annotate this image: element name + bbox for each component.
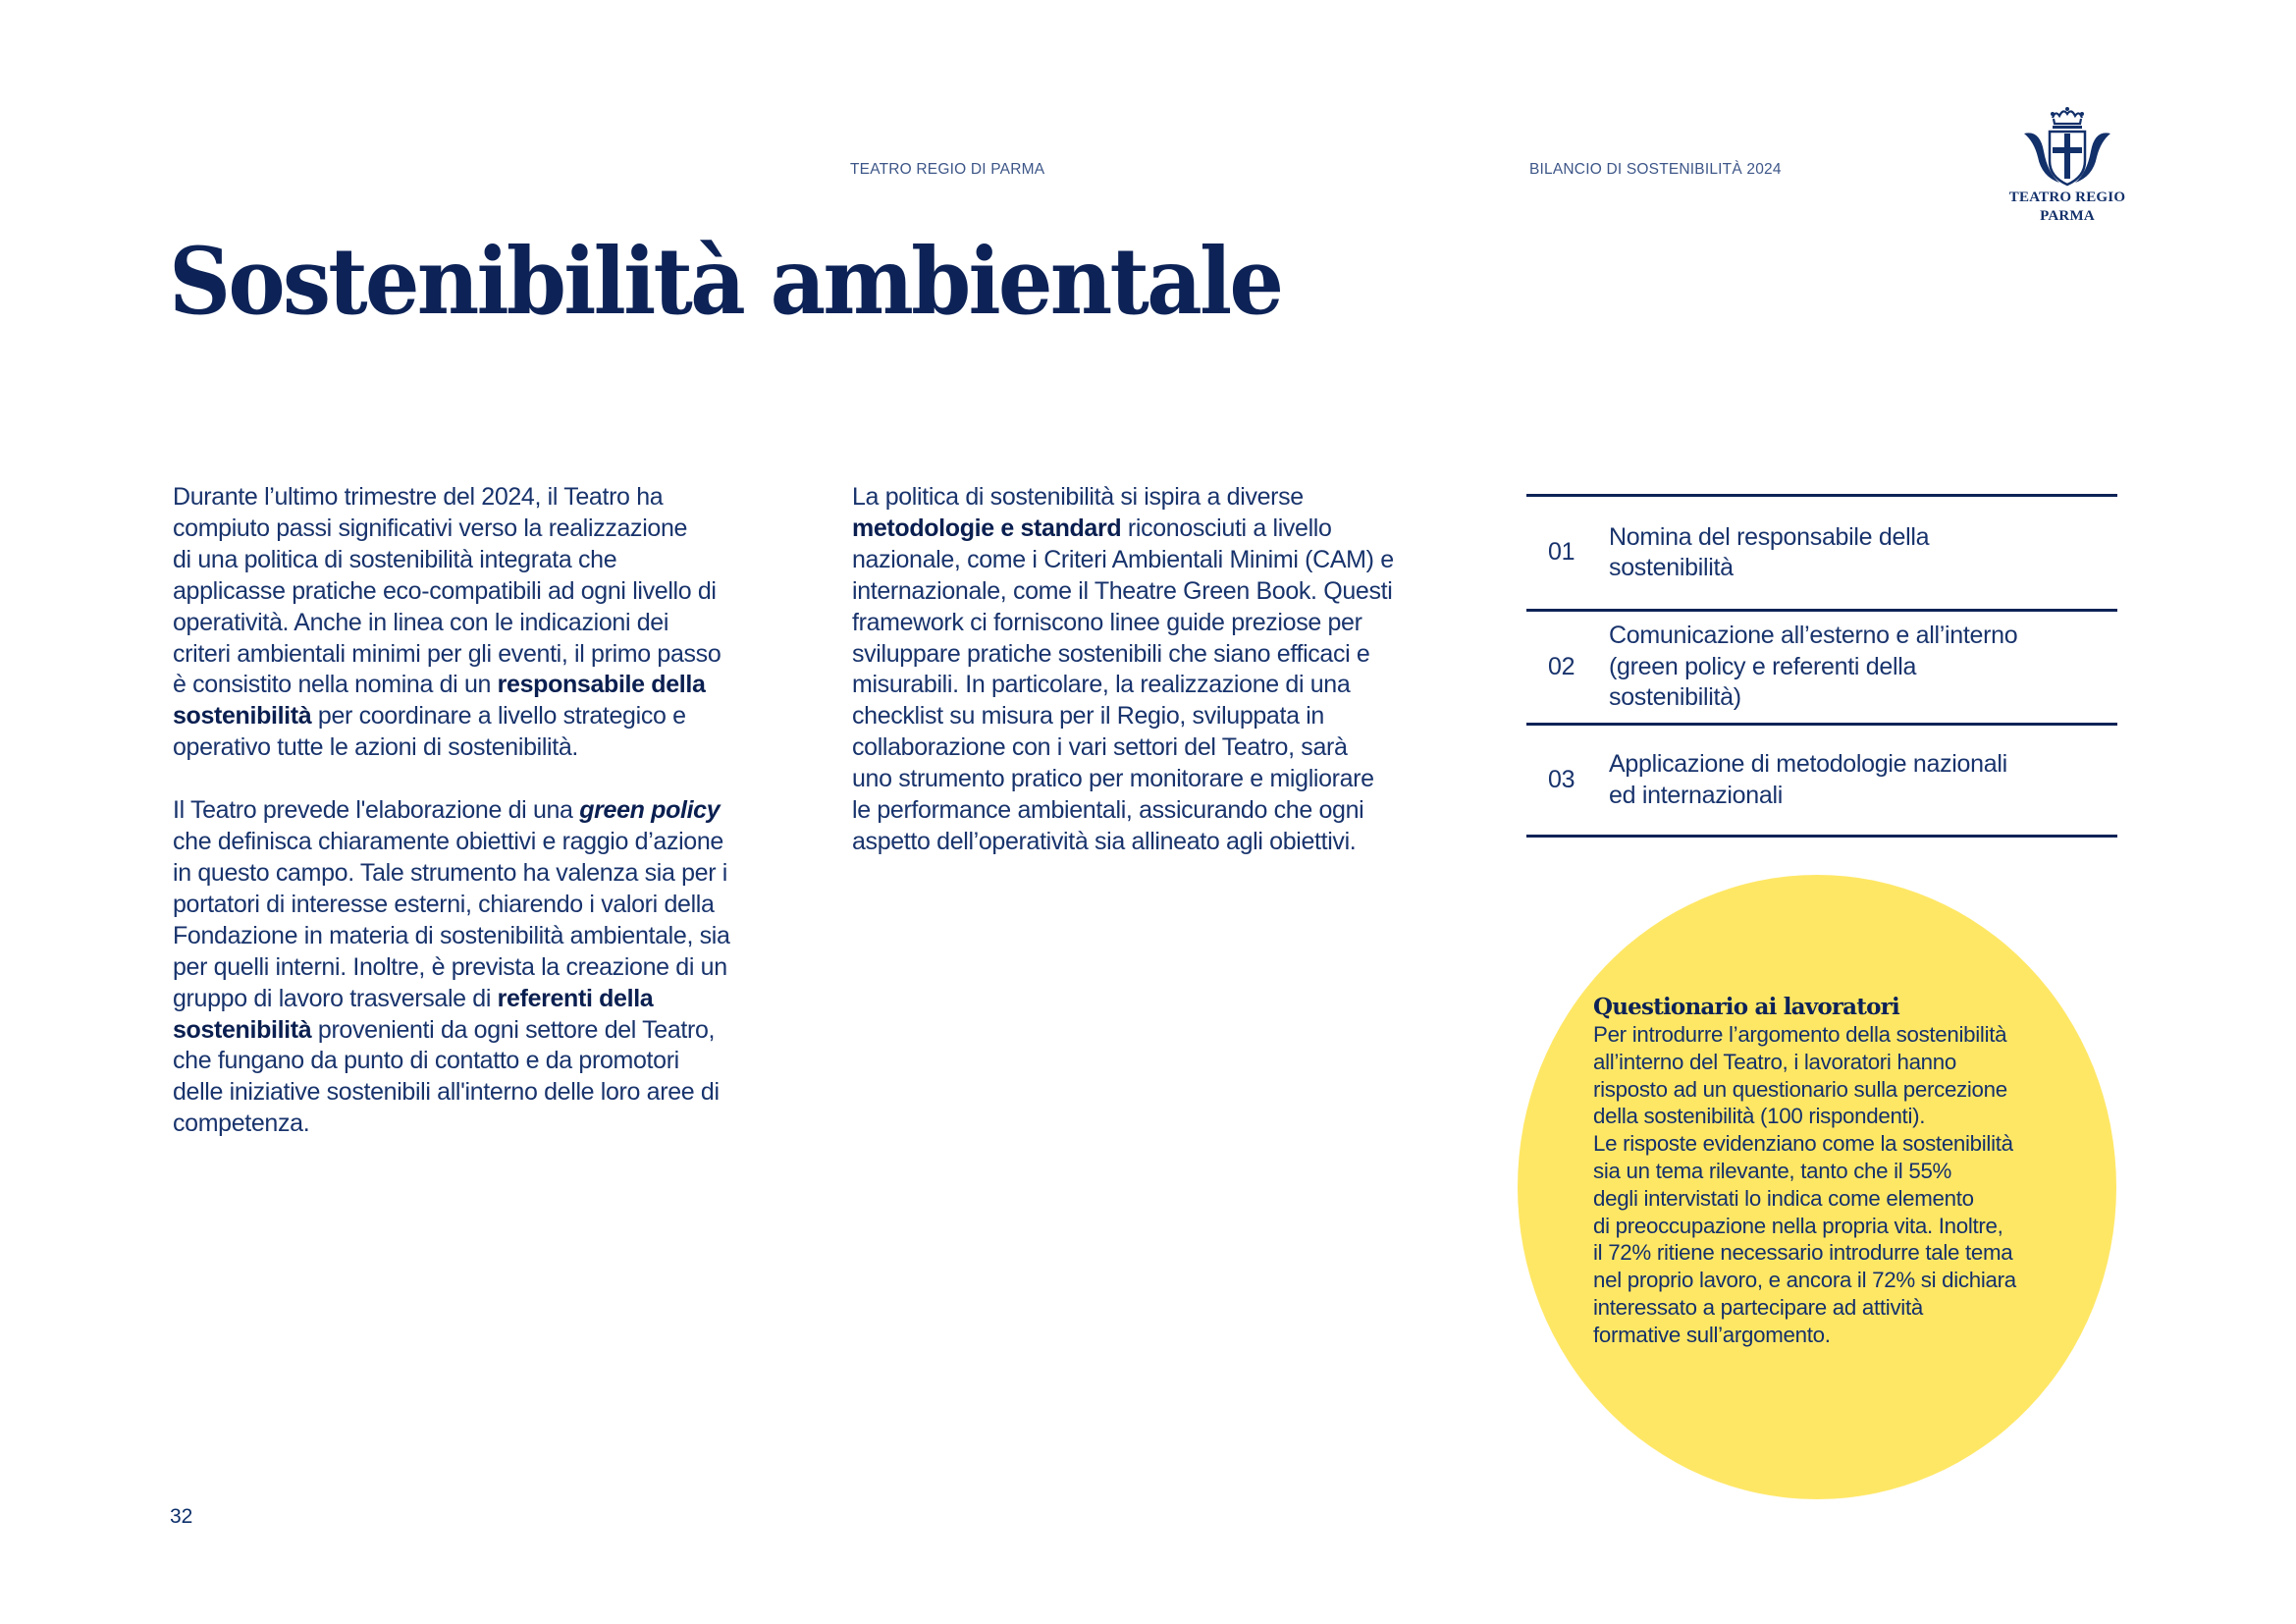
- text-line: collaborazione con i vari settori del Teatro, sarà: [852, 733, 1348, 762]
- step-text-line: Nomina del responsabile della: [1609, 522, 1930, 551]
- text-line: criteri ambientali minimi per gli eventi, il primo passo: [173, 639, 721, 668]
- text-line: aspetto dell’operatività sia allineato agli obiettivi.: [852, 827, 1357, 855]
- crowned-shield-cross-logo-icon: [2020, 104, 2114, 189]
- callout-line: Per introdurre l’argomento della sostenibilità: [1593, 1022, 2007, 1047]
- emphasis-text: sostenibilità: [173, 1015, 312, 1044]
- step-text-line: ed internazionali: [1609, 781, 1783, 809]
- text-line: nazionale, come i Criteri Ambientali Minimi (CAM) e: [852, 545, 1394, 573]
- emphasis-text: metodologie e standard: [852, 514, 1122, 542]
- step-text-line: (green policy e referenti della: [1609, 652, 1917, 680]
- page-number: 32: [170, 1505, 193, 1528]
- callout-line: risposto ad un questionario sulla percezione: [1593, 1076, 2007, 1102]
- page-title: Sostenibilità ambientale: [169, 228, 1282, 336]
- divider: [1526, 835, 2117, 838]
- text-line: Fondazione in materia di sostenibilità ambientale, sia: [173, 921, 730, 949]
- text-line: in questo campo. Tale strumento ha valenza sia per i: [173, 858, 728, 887]
- callout-body: [1593, 1021, 2074, 1349]
- logo-text-line2: PARMA: [2040, 208, 2095, 224]
- step-item: [1526, 612, 2117, 723]
- callout-title: Questionario ai lavoratori: [1593, 994, 1899, 1020]
- text-line: le performance ambientali, assicurando che ogni: [852, 796, 1364, 825]
- text-line: sviluppare pratiche sostenibili che siano efficaci e: [852, 639, 1370, 668]
- callout-line: degli intervistati lo indica come elemento: [1593, 1185, 1974, 1211]
- step-item: [1526, 497, 2117, 609]
- text-line: portatori di interesse esterni, chiarendo i valori della: [173, 890, 715, 918]
- text-line: che fungano da punto di contatto e da promotori: [173, 1047, 679, 1075]
- body-column-middle: [852, 482, 1480, 858]
- text-line: misurabili. In particolare, la realizzazione di una: [852, 671, 1351, 699]
- emphasis-text: referenti della: [497, 984, 654, 1012]
- callout-survey: [1593, 994, 2074, 1349]
- text-line: operatività. Anche in linea con le indicazioni dei: [173, 608, 669, 636]
- text-line: delle iniziative sostenibili all'interno delle loro aree di: [173, 1078, 720, 1107]
- paragraph-policy-intro: [173, 482, 801, 764]
- text-line: La politica di sostenibilità si ispira a diverse: [852, 483, 1304, 511]
- text-line: checklist su misura per il Regio, sviluppata in: [852, 702, 1324, 731]
- text-line: per quelli interni. Inoltre, è prevista la creazione di un: [173, 952, 727, 981]
- text-line: framework ci forniscono linee guide preziose per: [852, 608, 1362, 636]
- step-item: [1526, 726, 2117, 835]
- callout-line: Le risposte evidenziano come la sostenibilità: [1593, 1131, 2013, 1157]
- step-number: 02: [1548, 652, 1575, 680]
- paragraph-green-policy: [173, 795, 801, 1140]
- steps-list: [1526, 494, 2117, 838]
- text-line: competenza.: [173, 1110, 310, 1138]
- text-line: di una politica di sostenibilità integrata che: [173, 545, 617, 573]
- text-line: compiuto passi significativi verso la realizzazione: [173, 514, 688, 542]
- step-number: 01: [1548, 538, 1575, 567]
- text-line: Durante l’ultimo trimestre del 2024, il Teatro ha: [173, 483, 664, 511]
- text-line: sostenibilità per coordinare a livello strategico e: [173, 702, 686, 731]
- text-line: applicasse pratiche eco-compatibili ad ogni livello di: [173, 576, 717, 605]
- callout-line: il 72% ritiene necessario introdurre tale tema: [1593, 1240, 2013, 1266]
- step-text: [1609, 522, 2117, 584]
- callout-line: sia un tema rilevante, tanto che il 55%: [1593, 1158, 1952, 1183]
- text-line: che definisca chiaramente obiettivi e raggio d’azione: [173, 828, 723, 856]
- callout-line: interessato a partecipare ad attività: [1593, 1294, 1923, 1320]
- text-line: metodologie e standard riconosciuti a livello: [852, 514, 1332, 542]
- text-line: è consistito nella nomina di un responsabile della: [173, 671, 706, 699]
- callout-line: all’interno del Teatro, i lavoratori hanno: [1593, 1049, 1956, 1074]
- step-text-line: sostenibilità): [1609, 683, 1741, 712]
- step-text-line: Applicazione di metodologie nazionali: [1609, 750, 2007, 778]
- body-column-left: [173, 482, 801, 1140]
- step-text-line: sostenibilità: [1609, 554, 1734, 581]
- text-line: sostenibilità provenienti da ogni settore del Teatro,: [173, 1015, 716, 1044]
- teatro-regio-logo: [1999, 104, 2136, 226]
- step-text: [1609, 749, 2117, 811]
- header-organization-label: TEATRO REGIO DI PARMA: [850, 161, 1045, 178]
- emphasis-text: responsabile della: [497, 671, 706, 699]
- callout-line: formative sull’argomento.: [1593, 1322, 1831, 1347]
- text-line: uno strumento pratico per monitorare e migliorare: [852, 765, 1374, 793]
- text-line: gruppo di lavoro trasversale di referenti della: [173, 984, 654, 1012]
- emphasis-text: sostenibilità: [173, 702, 312, 731]
- callout-line: della sostenibilità (100 rispondenti).: [1593, 1104, 1926, 1129]
- callout-line: di preoccupazione nella propria vita. Inoltre,: [1593, 1213, 2003, 1238]
- step-number: 03: [1548, 765, 1575, 793]
- callout-line: nel proprio lavoro, e ancora il 72% si dichiara: [1593, 1268, 2016, 1293]
- step-text: [1609, 621, 2117, 714]
- step-text-line: Comunicazione all’esterno e all’interno: [1609, 622, 2018, 650]
- header-report-label: BILANCIO DI SOSTENIBILITÀ 2024: [1529, 161, 1782, 178]
- emphasis-text: green policy: [579, 796, 721, 825]
- text-line: operativo tutte le azioni di sostenibilità.: [173, 733, 578, 762]
- text-line: internazionale, come il Theatre Green Book. Questi: [852, 576, 1393, 605]
- paragraph-methodologies: [852, 482, 1480, 858]
- logo-text-line1: TEATRO REGIO: [2008, 189, 2126, 205]
- text-line: Il Teatro prevede l'elaborazione di una green policy: [173, 796, 721, 825]
